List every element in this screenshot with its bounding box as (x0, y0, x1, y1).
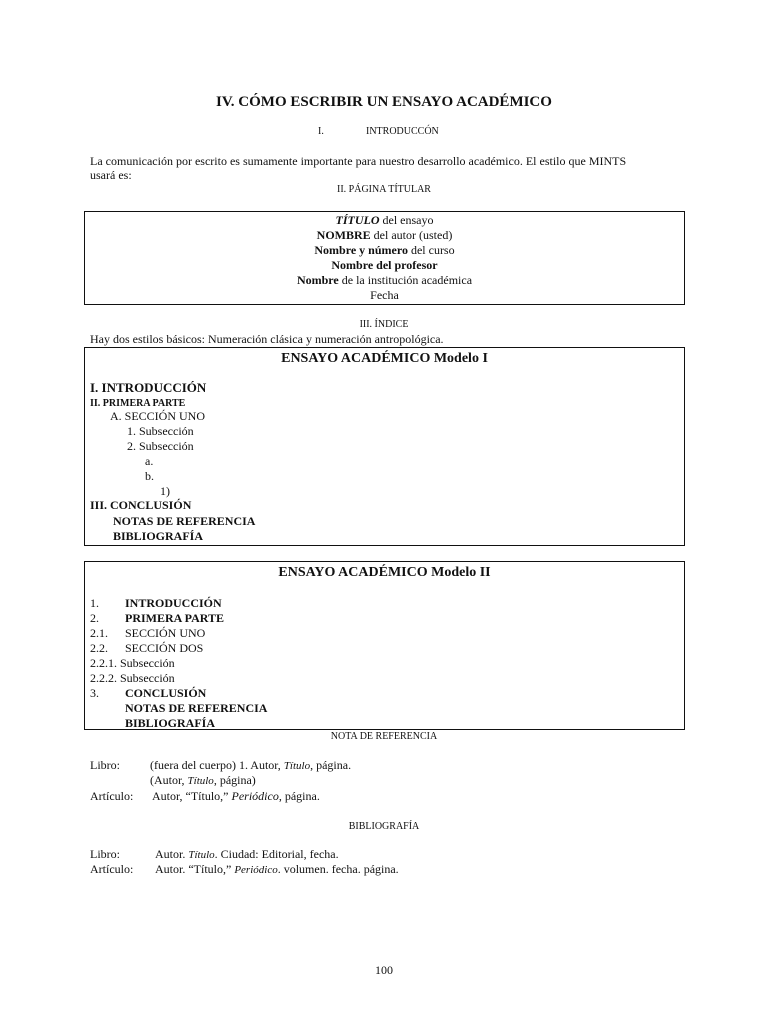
section-3-heading: III. ÍNDICE (359, 319, 409, 330)
page-title: IV. CÓMO ESCRIBIR UN ENSAYO ACADÉMICO (216, 94, 552, 110)
model-2-row-text: SECCIÓN DOS (125, 641, 204, 655)
nota-libro-line-2: (Autor, Título, página) (150, 773, 256, 787)
model-1-seccion-uno: A. SECCIÓN UNO (110, 409, 206, 423)
model-2-row-number: 2.1. (90, 626, 108, 640)
model-2-row-number: 2. (90, 611, 99, 625)
section-2-heading: II. PÁGINA TÍTULAR (337, 184, 431, 195)
model-2-row-text: SECCIÓN UNO (125, 626, 206, 640)
intro-text-line-2: usará es: (90, 168, 132, 182)
model-1-title: ENSAYO ACADÉMICO Modelo I (281, 351, 488, 366)
model-1-box (84, 347, 685, 546)
model-2-row-text: INTRODUCCIÓN (125, 596, 222, 610)
model-2-bibliografia: BIBLIOGRAFÍA (125, 716, 216, 730)
nota-libro-line-1: (fuera del cuerpo) 1. Autor, Título, página. (150, 758, 352, 772)
section-1-number: I. (318, 126, 324, 137)
model-2-row-text: PRIMERA PARTE (125, 611, 225, 625)
model-2-subseccion-2: 2.2.2. Subsección (90, 671, 175, 685)
model-2-row-number: 2.2. (90, 641, 108, 655)
title-page-line-4: Nombre del profesor (331, 258, 438, 272)
model-2-subseccion-1: 2.2.1. Subsección (90, 656, 175, 670)
nota-heading: NOTA DE REFERENCIA (330, 731, 438, 742)
title-page-line-5: Nombre de la institución académica (296, 273, 473, 287)
title-page-line-6: Fecha (370, 288, 399, 302)
nota-articulo-line: Autor, “Título,” Periódico, página. (152, 789, 320, 803)
biblio-heading: BIBLIOGRAFÍA (348, 821, 420, 832)
nota-libro-label: Libro: (90, 758, 120, 772)
model-2-notas: NOTAS DE REFERENCIA (125, 701, 268, 715)
title-page-line-3: Nombre y número del curso (314, 243, 455, 257)
biblio-libro-label: Libro: (90, 847, 120, 861)
model-1-subseccion-1: 1. Subsección (127, 424, 194, 438)
model-1-conclusion: III. CONCLUSIÓN (90, 498, 192, 512)
model-1-bibliografia: BIBLIOGRAFÍA (113, 529, 204, 543)
model-1-notas: NOTAS DE REFERENCIA (113, 514, 256, 528)
model-2-conclusion-number: 3. (90, 686, 99, 700)
model-1-primera-parte: II. PRIMERA PARTE (90, 398, 186, 409)
biblio-articulo-line: Autor. “Título,” Periódico. volumen. fecha. página. (155, 862, 399, 876)
title-page-line-2: NOMBRE del autor (usted) (316, 228, 453, 242)
model-1-item-b: b. (145, 469, 154, 483)
intro-text-line-1: La comunicación por escrito es sumamente importante para nuestro desarrollo académico. El estilo que MINTS (90, 154, 627, 168)
section-1-label: INTRODUCCÓN (366, 126, 439, 137)
page-number: 100 (375, 963, 393, 977)
model-1-introduccion: I. INTRODUCCIÓN (90, 380, 207, 395)
title-page-line-1: TÍTULO del ensayo (335, 213, 434, 227)
model-2-row-number: 1. (90, 596, 99, 610)
index-text: Hay dos estilos básicos: Numeración clásica y numeración antropológica. (90, 332, 444, 346)
model-2-title: ENSAYO ACADÉMICO Modelo II (278, 565, 491, 580)
model-1-item-1: 1) (160, 484, 170, 498)
model-1-item-a: a. (145, 454, 154, 468)
model-1-subseccion-2: 2. Subsección (127, 439, 194, 453)
model-2-box (84, 561, 685, 730)
nota-articulo-label: Artículo: (90, 789, 134, 803)
biblio-articulo-label: Artículo: (90, 862, 134, 876)
biblio-libro-line: Autor. Título. Ciudad: Editorial, fecha. (155, 847, 339, 861)
model-2-conclusion: CONCLUSIÓN (125, 686, 207, 700)
title-page-box (84, 211, 685, 305)
